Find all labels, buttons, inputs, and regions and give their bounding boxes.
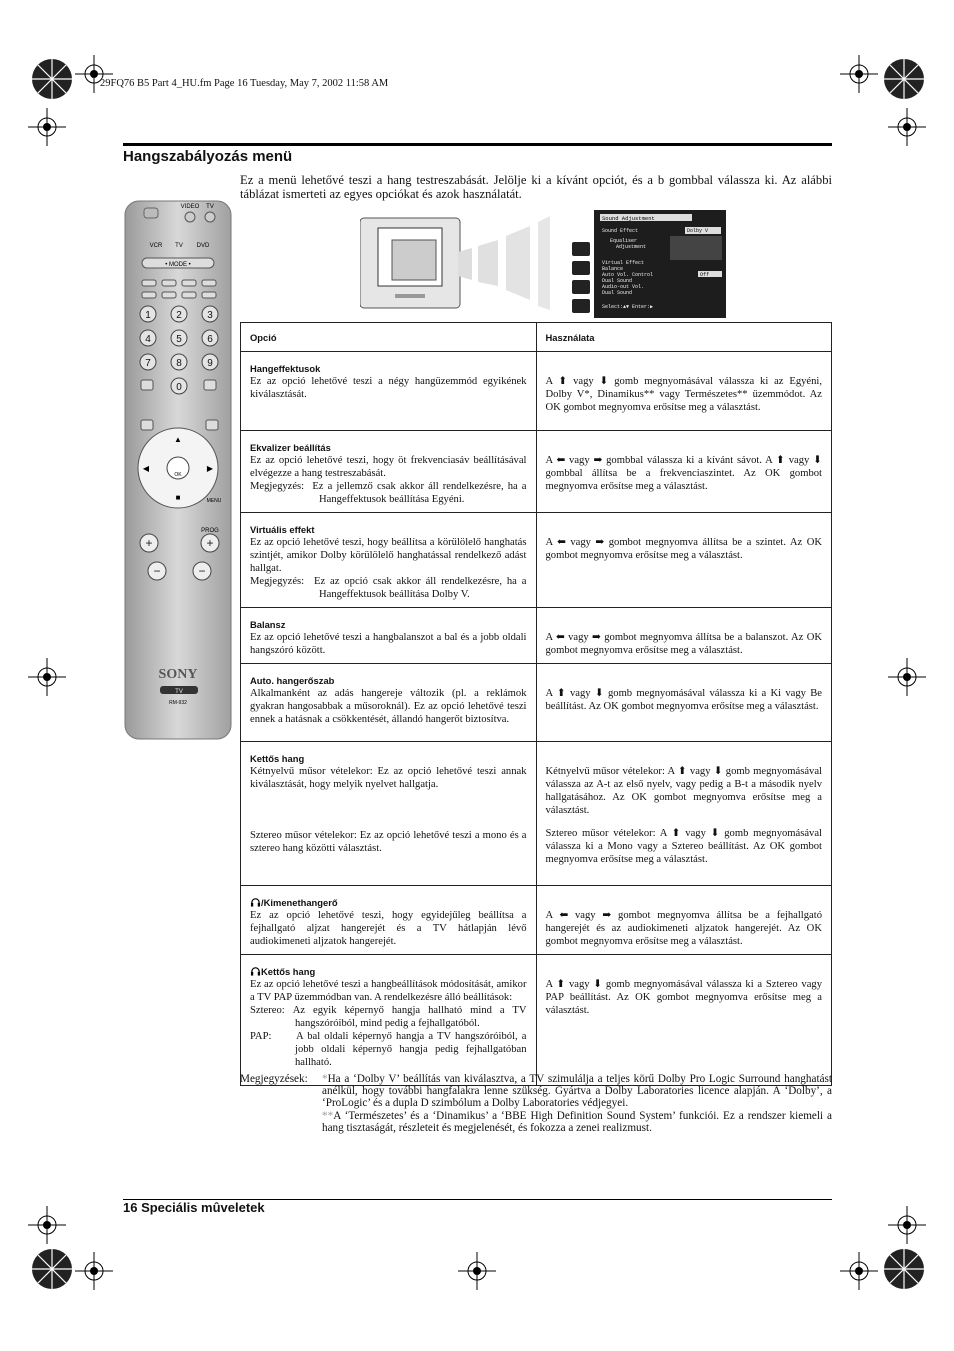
header-option: Opció <box>241 323 537 352</box>
crosshair-mark-bottom-center <box>458 1252 496 1290</box>
key-0: 0 <box>176 382 182 393</box>
footnote-2-mark: ** <box>322 1109 334 1122</box>
note-label: Megjegyzés: <box>250 481 305 492</box>
option-name: Kettős hang <box>250 753 305 764</box>
menu-row-auto-vol: Auto Vol. Control <box>602 272 654 278</box>
option-name: Ekvalizer beállítás <box>250 442 331 453</box>
option-usage: A ⬅ vagy ➡ gombot megnyomva állítsa be a fejhallgató hangerejét és az audiokimeneti aljzatok hangerejét. Az OK gombot megnyomva erősítse meg a választást. <box>545 910 822 947</box>
svg-text:−: − <box>198 564 206 578</box>
sub-text-pap: A bal oldali képernyő hangja a TV hangszóróiból, a jobb oldali képernyő hangja pedig fejhallgatóban hallható. <box>295 1031 527 1068</box>
footnotes-label: Megjegyzések: <box>240 1073 308 1085</box>
footnote-1-mark: * <box>322 1073 328 1085</box>
table-row <box>241 955 832 1086</box>
table-row <box>241 886 832 955</box>
crosshair-mark-bottom-left <box>75 1252 113 1290</box>
remote-mode-label: • MODE • <box>165 262 191 268</box>
key-5: 5 <box>176 334 182 345</box>
option-usage: A ⬆ vagy ⬇ gomb megnyomásával válassza ki a Sztereo vagy PAP beállítást. Az OK gombot megnyomva erősítse meg a választást. <box>545 979 822 1016</box>
footnote-1: Ha a ‘Dolby V’ beállítás van kiválasztva, a TV szimulálja a teljes körű Dolby Pro Logic Surround hanghatást anélkül, hogy további hangfalakra lenne szükség. Gyártva a Dolby Laboratories licence alapján. A ‘Dolby’, a ‘ProLogic’ és a dupla D szimbólum a Dolby Laboratories védjegyei. <box>322 1073 832 1110</box>
crosshair-mark-top-right <box>840 55 878 93</box>
remote-dvd-label: DVD <box>196 243 210 249</box>
title-rule <box>123 143 832 146</box>
menu-screen-footer: Select:▲▼ Enter:▶ <box>602 304 654 310</box>
crosshair-mark-bottom-right-upper <box>888 1206 926 1244</box>
note-text: Ez a jellemző csak akkor áll rendelkezésre, ha a Hangeffektusok beállítása Egyéni. <box>312 481 527 505</box>
footnote-2: A ‘Természetes’ és a ‘Dinamikus’ a ‘BBE High Definition Sound System’ funkciói. Ez a rendszer kiemeli a hang tisztaságát, részleteit és megjelenését, és fokozza a zenei realizmust. <box>322 1109 832 1134</box>
option-desc: Ez az opció lehetővé teszi, hogy beállítsa a körülölelő hanghatás szintjét, amikor Dolby körülölelő hanghatással rendelkező adást hallgat. <box>250 537 527 574</box>
option-name: Virtuális effekt <box>250 524 315 535</box>
menu-row-auto-vol-value: Off <box>700 272 710 278</box>
svg-text:−: − <box>153 564 161 578</box>
option-usage: A ⬅ vagy ➡ gombot megnyomva állítsa be a szintet. Az OK gombot megnyomva erősítse meg a választást. <box>545 537 822 561</box>
registration-mark-bottom-right <box>880 1245 928 1293</box>
key-8: 8 <box>176 358 182 369</box>
table-row <box>241 664 832 742</box>
svg-text:▲: ▲ <box>174 435 182 444</box>
crosshair-mark-mid-right-top <box>888 108 926 146</box>
remote-vcr-label: VCR <box>149 243 163 249</box>
menu-row-dual-sound-2: Dual Sound <box>602 290 633 296</box>
registration-mark-bottom-left <box>28 1245 76 1293</box>
crosshair-mark-mid-left-top <box>28 108 66 146</box>
headphone-icon <box>250 897 261 907</box>
prog-label: PROG <box>201 528 219 534</box>
option-desc: Ez az opció lehetővé teszi a négy hangüzemmód egyikének kiválasztását. <box>250 376 527 400</box>
registration-mark-top-left <box>28 55 76 103</box>
table-header-row <box>241 323 832 352</box>
menu-row-dual-sound: Dual Sound <box>602 278 633 284</box>
table-row <box>241 431 832 513</box>
option-desc: Ez az opció lehetővé teszi, hogy öt frekvenciasáv beállításával elvégezze a hang testreszabását. <box>250 455 527 479</box>
key-2: 2 <box>176 310 182 321</box>
menu-row-sound-effect: Sound Effect <box>602 228 639 234</box>
crosshair-mark-right-middle <box>888 658 926 696</box>
option-desc: Kétnyelvű műsor vételekor: Ez az opció lehetővé teszi annak kiválasztását, hogy melyik nyelvet hallgatja. <box>250 766 527 790</box>
remote-tv-button-label: TV <box>175 689 183 695</box>
option-name: /Kimenethangerő <box>261 897 338 908</box>
option-name: Auto. hangerőszab <box>250 675 335 686</box>
table-row <box>241 742 832 886</box>
intro-paragraph: Ez a menü lehetővé teszi a hang testreszabását. Jelölje ki a kívánt opciót, és a b gombbal válassza ki. Az alábbi táblázat ismerteti az egyes opciókat és azok használatát. <box>240 173 832 201</box>
key-9: 9 <box>207 358 213 369</box>
option-usage: A ⬆ vagy ⬇ gomb megnyomásával válassza ki az Egyéni, Dolby V*, Dinamikus** vagy Természetes** üzemmódot. Az OK gombot megnyomva erősítse meg a választást. <box>545 376 822 413</box>
option-desc-stereo: Sztereo műsor vételekor: Ez az opció lehetővé teszi a mono és a sztereo hang közötti választást. <box>250 830 527 854</box>
header-usage: Használata <box>536 323 832 352</box>
crosshair-mark-bottom-right <box>840 1252 878 1290</box>
menu-row-sound-effect-value: Dolby V <box>687 228 709 234</box>
remote-control-illustration <box>124 200 232 740</box>
option-usage: A ⬅ vagy ➡ gombbal válassza ki a kívánt sávot. A ⬆ vagy ⬇ gombbal állítsa be a frekvenciaszintet. Az OK gombot megnyomva erősítse meg a választást. <box>545 455 822 492</box>
note-label: Megjegyzés: <box>250 576 305 587</box>
menu-row-audio-out: Audio-out Vol. <box>602 284 645 290</box>
navigation-pad <box>138 428 218 508</box>
menu-row-balance: Balance <box>602 266 624 272</box>
svg-text:▶: ▶ <box>206 464 214 473</box>
option-desc: Ez az opció lehetővé teszi a hangbeállítások módosítását, amikor a TV PAP üzemmódban van. A rendelkezésre álló beállítások: <box>250 979 527 1003</box>
menu-label: MENU <box>206 498 222 504</box>
option-usage: A ⬆ vagy ⬇ gomb megnyomásával válassza ki a Ki vagy Be beállítást. Az OK gombot megnyomva erősítse meg a választást. <box>545 688 822 712</box>
remote-video-label: VIDEO <box>180 204 200 210</box>
menu-illustration <box>360 210 730 320</box>
sub-text-stereo: Az egyik képernyő hangja hallható mind a TV hangszóróiból, mind pedig a fejhallgatóból. <box>292 1005 527 1029</box>
key-4: 4 <box>145 334 151 345</box>
sub-label-stereo: Sztereo: <box>250 1005 285 1016</box>
svg-text:◀: ◀ <box>142 464 150 473</box>
key-6: 6 <box>207 334 213 345</box>
option-name: Balansz <box>250 619 286 630</box>
ok-label: OK <box>174 472 182 478</box>
key-7: 7 <box>145 358 151 369</box>
option-name: Kettős hang <box>261 966 316 977</box>
file-info: 29FQ76 B5 Part 4_HU.fm Page 16 Tuesday, May 7, 2002 11:58 AM <box>100 78 389 89</box>
remote-brand-logo: SONY <box>158 667 198 682</box>
section-title: Hangszabályozás menü <box>123 148 293 165</box>
table-row <box>241 513 832 608</box>
option-desc: Alkalmanként az adás hangereje változik (pl. a reklámok gyakran hangosabbak a műsoroknál). Ez az opció lehetővé teszi ennek a hatásnak a csökkentését, állandó hangerőt biztosítva. <box>250 688 527 725</box>
key-1: 1 <box>145 310 151 321</box>
svg-text:Equaliser: Equaliser <box>610 238 638 244</box>
svg-text:Adjustment: Adjustment <box>616 244 647 250</box>
headphone-icon <box>250 966 261 976</box>
table-row <box>241 352 832 431</box>
registration-mark-top-right <box>880 55 928 103</box>
remote-tv2-label: TV <box>175 243 183 249</box>
remote-model-label: RM-932 <box>169 700 187 706</box>
menu-row-virtual-effect: Virtual Effect <box>602 260 645 266</box>
option-name: Hangeffektusok <box>250 363 321 374</box>
remote-tv-label: TV <box>206 204 214 210</box>
option-usage: Kétnyelvű műsor vételekor: A ⬆ vagy ⬇ gomb megnyomásával válassza az A-t az első nyelv, vagy pedig a B-t a második nyelv hallgatásához. Az OK gombot megnyomva erősítse meg a választást. <box>545 766 822 816</box>
table-row <box>241 608 832 664</box>
menu-screen-title: Sound Adjustment <box>602 215 655 222</box>
page-footer: 16 Speciális mûveletek <box>123 1200 265 1215</box>
footnotes <box>240 1073 832 1134</box>
svg-text:■: ■ <box>175 493 181 502</box>
sub-label-pap: PAP: <box>250 1031 272 1042</box>
options-table <box>240 322 832 1086</box>
svg-text:+: + <box>206 536 214 550</box>
option-desc: Ez az opció lehetővé teszi, hogy egyidejűleg beállítsa a fejhallgató aljzat hangerejét és a TV hátlapján lévő audiokimeneti aljzatok hangerejét. <box>250 910 527 947</box>
crosshair-mark-bottom-left-upper <box>28 1206 66 1244</box>
option-usage-stereo: Sztereo műsor vételekor: A ⬆ vagy ⬇ gomb megnyomásával válassza ki a Mono vagy a Sztereo beállítást. Az OK gombot megnyomva erősítse meg a választást. <box>545 828 822 865</box>
crosshair-mark-left-middle <box>28 658 66 696</box>
note-text: Ez az opció csak akkor áll rendelkezésre, ha a Hangeffektusok beállítása Dolby V. <box>313 576 527 600</box>
svg-text:+: + <box>145 536 153 550</box>
option-desc: Ez az opció lehetővé teszi a hangbalanszot a bal és a jobb oldali hangszóró között. <box>250 632 527 656</box>
option-usage: A ⬅ vagy ➡ gombot megnyomva állítsa be a balanszot. Az OK gombot megnyomva erősítse meg a választást. <box>545 632 822 656</box>
key-3: 3 <box>207 310 213 321</box>
